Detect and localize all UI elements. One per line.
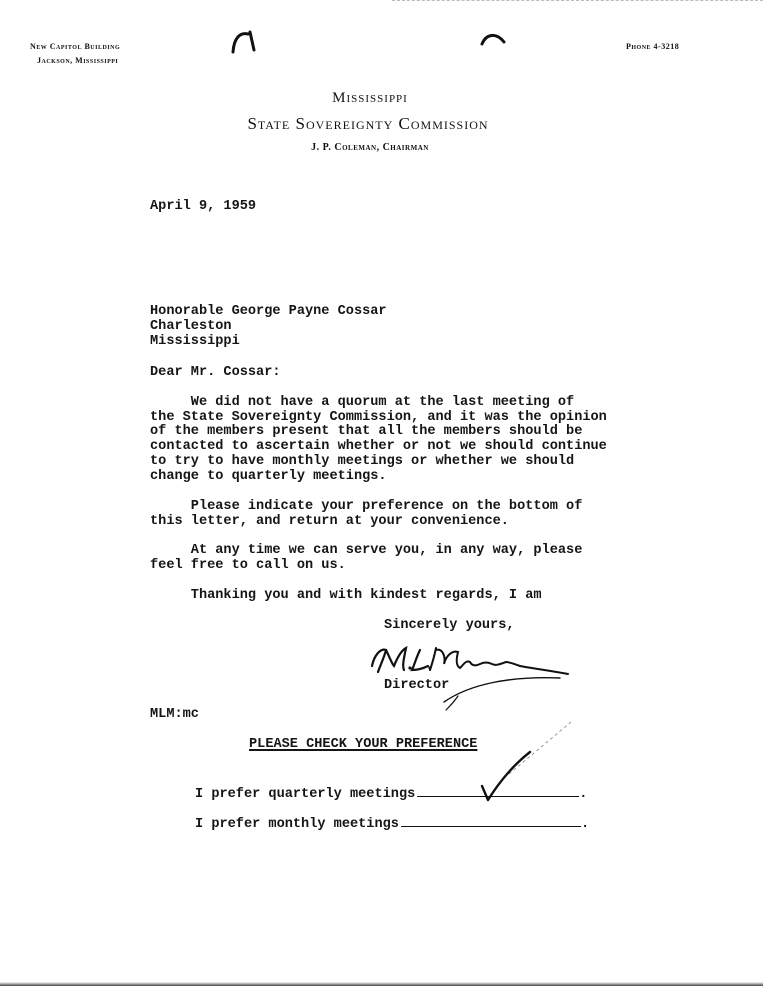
body-line: We did not have a quorum at the last meeting of [150, 395, 575, 410]
body-line: to try to have monthly meetings or whether we should [150, 453, 575, 469]
monthly-option-row[interactable] [195, 812, 615, 830]
signer-title: Director [384, 678, 450, 693]
monthly-answer-line[interactable] [401, 814, 581, 827]
scan-dashed-edge [392, 0, 763, 1]
letterhead-chairman: J. P. Coleman, Chairman [311, 142, 429, 153]
letterhead-commission: State Sovereignty Commission [247, 114, 489, 133]
staple-mark-left [228, 28, 262, 54]
salutation: Dear Mr. Cossar: [150, 365, 281, 380]
closing: Sincerely yours, [384, 618, 515, 633]
letterhead-address-line-2: Jackson, Mississippi [37, 56, 119, 65]
monthly-period: . [580, 817, 590, 832]
body-line: of the members present that all the members should be [150, 424, 583, 440]
typist-initials: MLM:mc [150, 707, 199, 722]
monthly-option-label: I prefer monthly meetings [195, 817, 399, 832]
quarterly-option-label: I prefer quarterly meetings [195, 787, 416, 802]
letter-date: April 9, 1959 [150, 199, 257, 214]
body-line: At any time we can serve you, in any way, please [150, 543, 583, 558]
body-line: feel free to call on us. [150, 557, 346, 573]
handwritten-signature [360, 636, 580, 716]
scan-bottom-edge [0, 982, 763, 986]
quarterly-option-row[interactable] [195, 782, 615, 800]
preference-heading: PLEASE CHECK YOUR PREFERENCE [249, 737, 478, 752]
recipient-city: Charleston [150, 319, 232, 334]
body-line: change to quarterly meetings. [150, 468, 387, 484]
letterhead-phone: Phone 4-3218 [626, 42, 680, 51]
recipient-state: Mississippi [150, 334, 240, 349]
body-paragraph-1 [150, 396, 607, 484]
body-line: contacted to ascertain whether or not we should continue [150, 439, 607, 455]
letterhead-address-line-1: New Capitol Building [30, 42, 121, 51]
body-line: the State Sovereignty Commission, and it was the opinion [150, 409, 607, 425]
check-mark-icon [476, 748, 536, 804]
recipient-name: Honorable George Payne Cossar [150, 304, 387, 319]
body-paragraph-2 [150, 500, 582, 529]
body-line: this letter, and return at your convenience. [150, 513, 509, 529]
letterhead-state: Mississippi [332, 90, 408, 106]
quarterly-period: . [579, 787, 588, 802]
body-paragraph-3 [150, 544, 582, 573]
body-paragraph-4: Thanking you and with kindest regards, I am [150, 588, 542, 603]
staple-mark-right [478, 28, 508, 52]
body-line: Please indicate your preference on the bottom of [150, 499, 583, 514]
